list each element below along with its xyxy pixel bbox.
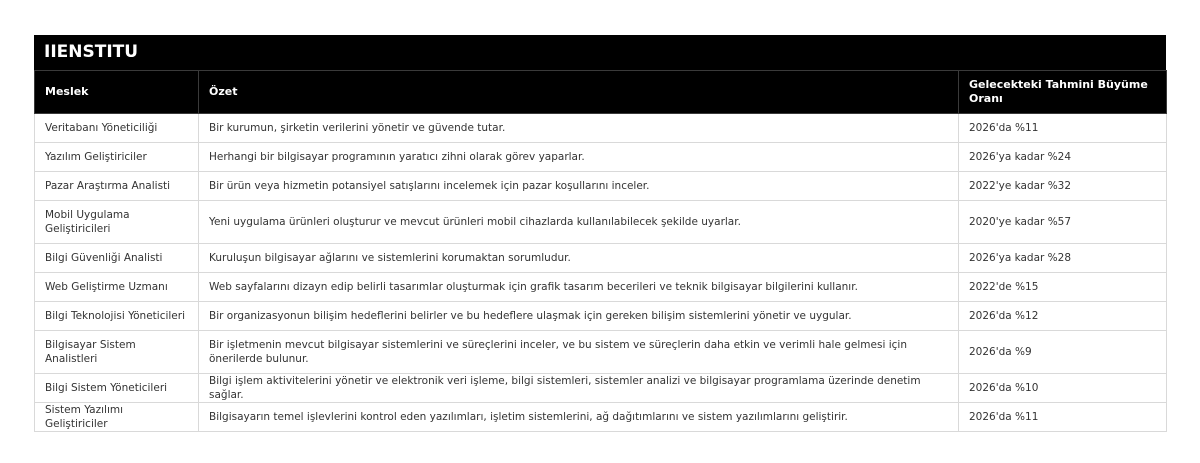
table-row bbox=[35, 114, 1167, 143]
column-header-job: Meslek bbox=[35, 71, 199, 114]
cell-summary: Kuruluşun bilgisayar ağlarını ve sistemlerini korumaktan sorumludur. bbox=[199, 244, 959, 273]
table-row bbox=[35, 143, 1167, 172]
table-row bbox=[35, 374, 1167, 403]
cell-job: Web Geliştirme Uzmanı bbox=[35, 273, 199, 302]
cell-job: Bilgisayar Sistem Analistleri bbox=[35, 331, 199, 374]
cell-job: Veritabanı Yöneticiliği bbox=[35, 114, 199, 143]
cell-summary: Bir işletmenin mevcut bilgisayar sistemlerini ve süreçlerini inceler, ve bu sistem ve süreçlerin daha etkin ve verimli hale gelmesi için önerilerde bulunur. bbox=[199, 331, 959, 374]
cell-growth: 2022'de %15 bbox=[959, 273, 1167, 302]
cell-growth: 2026'da %9 bbox=[959, 331, 1167, 374]
cell-growth: 2026'ya kadar %28 bbox=[959, 244, 1167, 273]
cell-summary: Yeni uygulama ürünleri oluşturur ve mevcut ürünleri mobil cihazlarda kullanılabilecek şekilde uyarlar. bbox=[199, 201, 959, 244]
cell-summary: Bir kurumun, şirketin verilerini yönetir ve güvende tutar. bbox=[199, 114, 959, 143]
table-row bbox=[35, 201, 1167, 244]
cell-summary: Herhangi bir bilgisayar programının yaratıcı zihni olarak görev yaparlar. bbox=[199, 143, 959, 172]
cell-job: Bilgi Sistem Yöneticileri bbox=[35, 374, 199, 403]
cell-growth: 2020'ye kadar %57 bbox=[959, 201, 1167, 244]
table-row bbox=[35, 331, 1167, 374]
cell-growth: 2026'da %11 bbox=[959, 114, 1167, 143]
table-row bbox=[35, 403, 1167, 432]
cell-job: Bilgi Güvenliği Analisti bbox=[35, 244, 199, 273]
column-header-summary: Özet bbox=[199, 71, 959, 114]
column-header-growth: Gelecekteki Tahmini Büyüme Oranı bbox=[959, 71, 1167, 114]
table-row bbox=[35, 172, 1167, 201]
cell-growth: 2026'da %10 bbox=[959, 374, 1167, 403]
cell-job: Sistem Yazılımı Geliştiriciler bbox=[35, 403, 199, 432]
cell-growth: 2026'da %12 bbox=[959, 302, 1167, 331]
table-row bbox=[35, 244, 1167, 273]
cell-job: Pazar Araştırma Analisti bbox=[35, 172, 199, 201]
cell-job: Yazılım Geliştiriciler bbox=[35, 143, 199, 172]
career-table bbox=[34, 70, 1167, 432]
content-wrapper bbox=[34, 35, 1166, 432]
table-header-row bbox=[35, 71, 1167, 114]
cell-summary: Bir organizasyonun bilişim hedeflerini belirler ve bu hedeflere ulaşmak için gereken bilişim sistemlerini yönetir ve uygular. bbox=[199, 302, 959, 331]
cell-summary: Bilgisayarın temel işlevlerini kontrol eden yazılımları, işletim sistemlerini, ağ dağıtımlarını ve sistem yazılımlarını geliştirir. bbox=[199, 403, 959, 432]
table-row bbox=[35, 273, 1167, 302]
cell-summary: Web sayfalarını dizayn edip belirli tasarımlar oluşturmak için grafik tasarım becerileri ve teknik bilgisayar bilgilerini kullanır. bbox=[199, 273, 959, 302]
cell-job: Mobil Uygulama Geliştiricileri bbox=[35, 201, 199, 244]
brand-header: IIENSTITU bbox=[34, 35, 1166, 70]
cell-summary: Bir ürün veya hizmetin potansiyel satışlarını incelemek için pazar koşullarını inceler. bbox=[199, 172, 959, 201]
table-row bbox=[35, 302, 1167, 331]
cell-summary: Bilgi işlem aktivitelerini yönetir ve elektronik veri işleme, bilgi sistemleri, sistemler analizi ve bilgisayar programlama üzerinde denetim sağlar. bbox=[199, 374, 959, 403]
cell-growth: 2022'ye kadar %32 bbox=[959, 172, 1167, 201]
cell-growth: 2026'da %11 bbox=[959, 403, 1167, 432]
cell-job: Bilgi Teknolojisi Yöneticileri bbox=[35, 302, 199, 331]
cell-growth: 2026'ya kadar %24 bbox=[959, 143, 1167, 172]
